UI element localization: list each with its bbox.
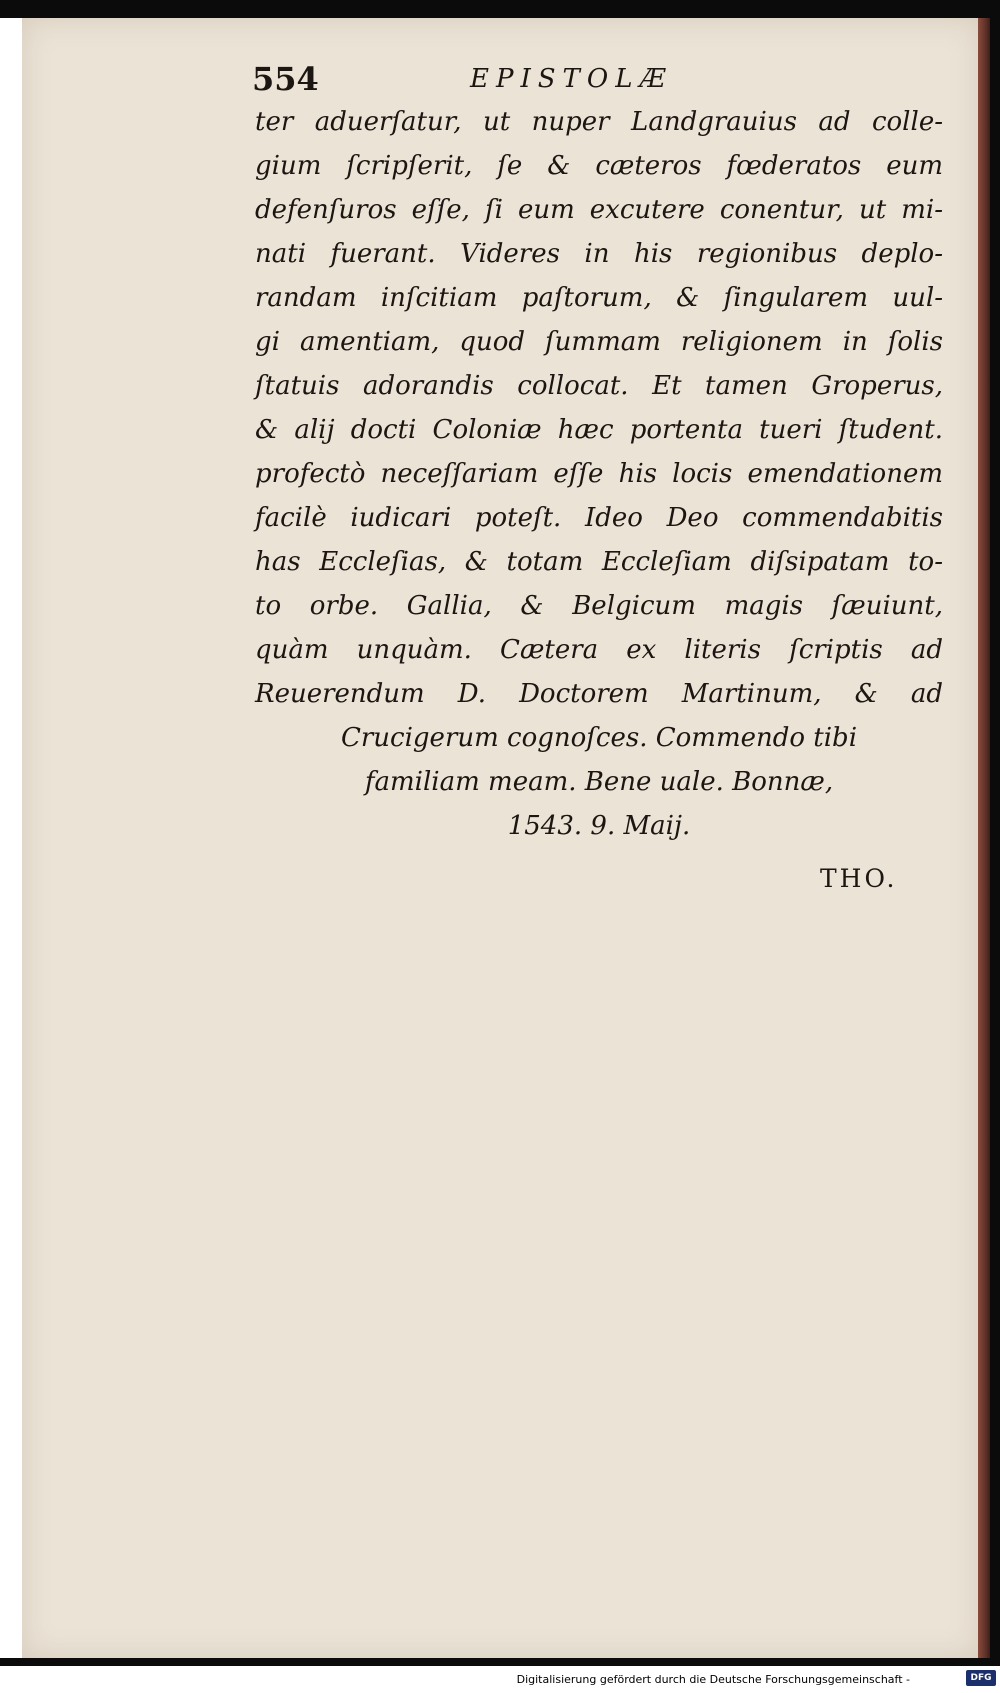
letter-text [255, 100, 943, 848]
dfg-logo: DFG [966, 1670, 996, 1686]
date-line: 1543. 9. Maij. [507, 811, 691, 841]
scan-border-right [990, 0, 1000, 1665]
text-line-16: familiam meam. Bene uale. Bonnæ, [364, 767, 834, 797]
text-line-15: Crucigerum cognoſces. Commendo tibi [340, 723, 858, 753]
text-line-12: to orbe. Gallia, & Belgicum magis ſæuiunt, [255, 591, 943, 621]
text-line-7: ſtatuis adorandis collocat. Et tamen Groperus, [255, 371, 943, 401]
text-line-3: defenſuros eſſe, ſi eum excutere conentur, ut mi- [255, 195, 943, 225]
signature: THO. [820, 864, 898, 893]
text-line-4: nati fuerant. Videres in his regionibus deplo- [255, 239, 943, 269]
text-line-10: facilè iudicari poteſt. Ideo Deo commendabitis [255, 503, 943, 533]
text-line-5: randam inſcitiam paſtorum, & ſingularem uul- [255, 283, 943, 313]
scan-border-bottom [0, 1658, 1000, 1666]
text-line-6: gi amentiam, quod ſummam religionem in ſolis [255, 327, 943, 357]
text-line-13: quàm unquàm. Cætera ex literis ſcriptis ad [255, 635, 943, 665]
text-line-1: ter aduerſatur, ut nuper Landgrauius ad colle- [255, 107, 943, 137]
text-line-8: & alij docti Coloniæ hæc portenta tueri ſtudent. [255, 415, 943, 445]
text-line-9: profectò neceſſariam eſſe his locis emendationem [255, 459, 943, 489]
digitization-credit: Digitalisierung gefördert durch die Deutsche Forschungsgemeinschaft - [516, 1673, 910, 1686]
scan-border-top [0, 0, 1000, 18]
running-head: EPISTOLÆ [470, 64, 673, 94]
page-number: 554 [252, 60, 319, 98]
text-line-2: gium ſcripſerit, ſe & cæteros fœderatos eum [255, 151, 943, 181]
text-line-11: has Eccleſias, & totam Eccleſiam diſsipatam to- [255, 547, 943, 577]
text-line-14: Reuerendum D. Doctorem Martinum, & ad [255, 679, 943, 709]
